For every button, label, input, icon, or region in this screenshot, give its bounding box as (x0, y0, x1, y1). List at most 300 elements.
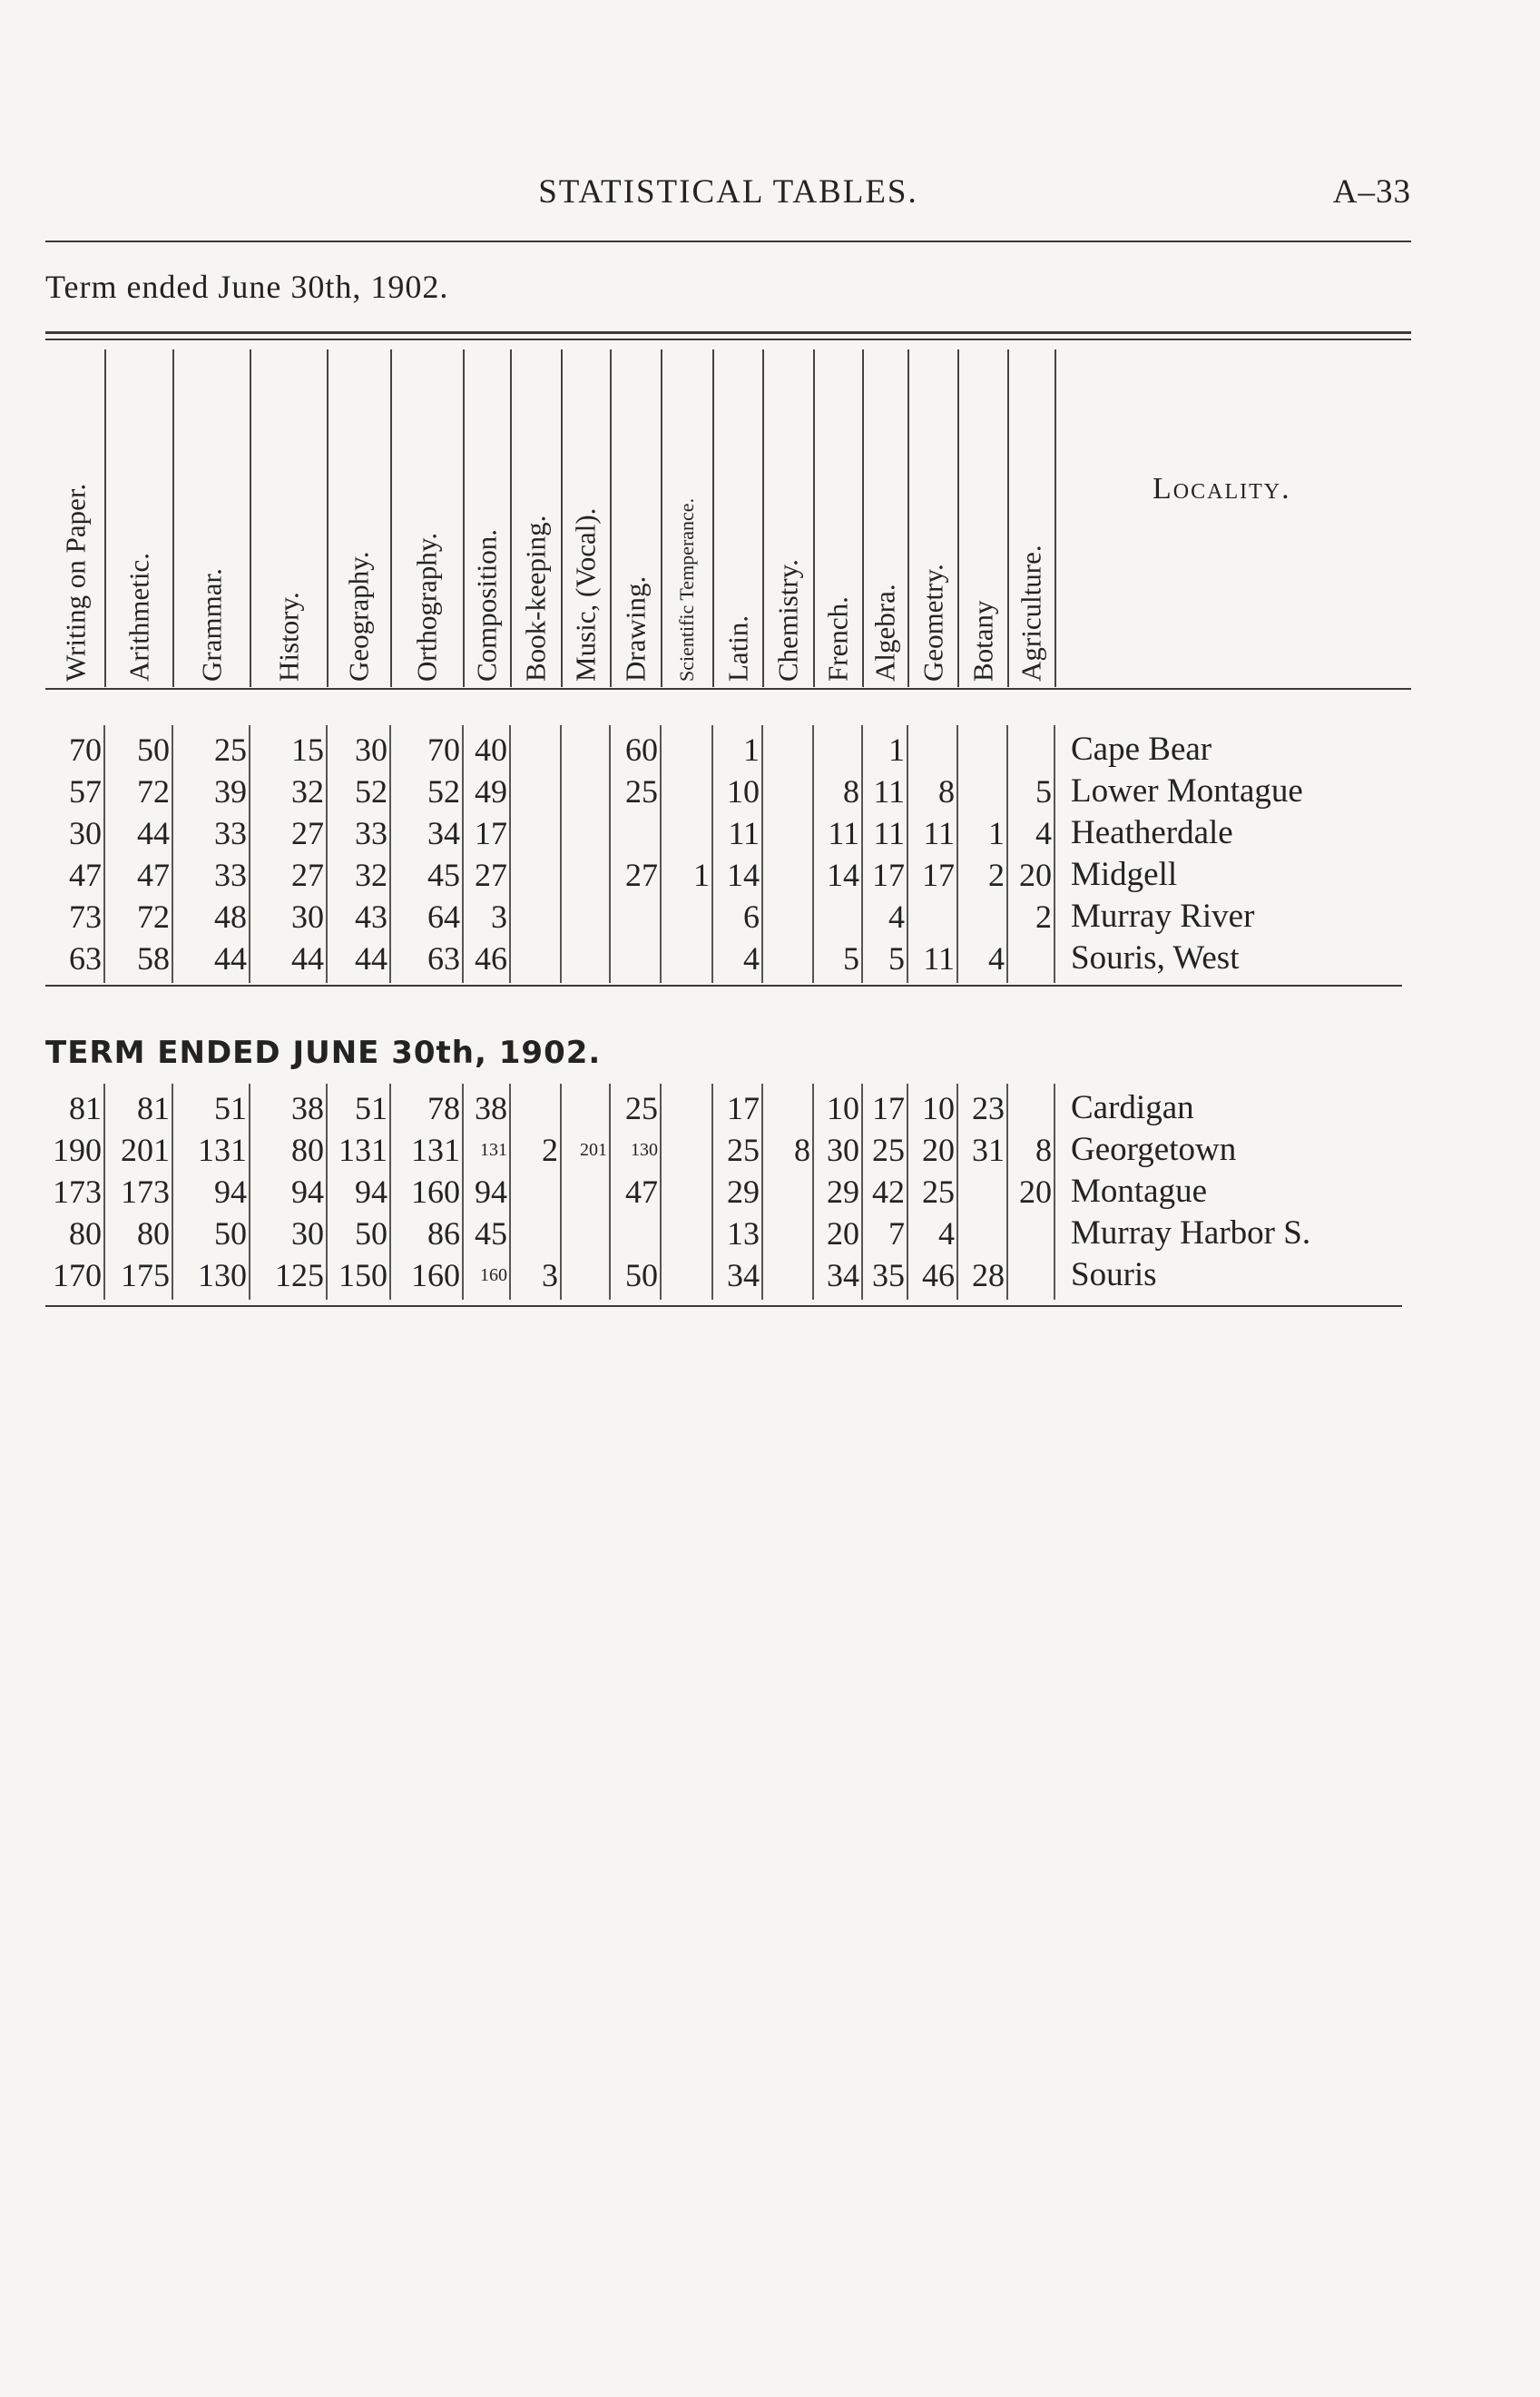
table-cell: 11 (873, 773, 905, 810)
table-cell: 57 (69, 773, 102, 810)
column-header (907, 349, 959, 687)
column-divider (956, 725, 958, 983)
table-cell: 8 (938, 773, 955, 810)
column-header (104, 349, 174, 687)
section2-heading: TERM ENDED JUNE 30th, 1902. (45, 1035, 602, 1071)
table-cell: 5 (1035, 773, 1052, 810)
column-header-label: Geometry. (917, 564, 948, 682)
column-header (250, 349, 329, 687)
column-header-label: Music, (Vocal). (569, 507, 602, 682)
column-header-label: Orthography. (410, 532, 443, 682)
column-divider (509, 1084, 511, 1300)
table-cell: 131 (411, 1132, 460, 1168)
table-cell: 23 (972, 1090, 1005, 1126)
table-cell: 8 (794, 1132, 810, 1168)
table-cell: 4 (1035, 815, 1052, 851)
table-cell: 33 (355, 815, 387, 851)
table-cell (510, 896, 561, 938)
column-divider (103, 725, 105, 983)
table-cell: 190 (53, 1132, 102, 1168)
table-cell (661, 1254, 712, 1296)
table-cell: 11 (828, 815, 859, 851)
table-cell: 173 (121, 1174, 170, 1210)
table-cell: 46 (922, 1257, 955, 1293)
table-cell: 80 (291, 1132, 324, 1168)
table-cell: 38 (475, 1090, 507, 1126)
table-cell (561, 771, 610, 812)
table-top-rule-2 (45, 339, 1411, 340)
table-cell: 31 (972, 1132, 1005, 1168)
table-cell: 2 (988, 857, 1005, 893)
table-cell: 34 (727, 1257, 760, 1293)
column-header (463, 349, 512, 687)
table-cell: 11 (923, 940, 955, 977)
table-cell (661, 1171, 712, 1213)
table-cell: 14 (727, 857, 760, 893)
table-cell: 33 (214, 815, 247, 851)
table-cell: 44 (291, 940, 324, 977)
table-cell: 80 (69, 1215, 102, 1252)
section1-bottom-rule (45, 985, 1402, 987)
table-cell: 20 (827, 1215, 859, 1252)
column-divider (509, 725, 511, 983)
table-cell: 25 (625, 773, 658, 810)
table-cell: 160 (411, 1257, 460, 1293)
column-header (661, 349, 714, 687)
table-cell (762, 854, 813, 896)
table-cell: 50 (137, 732, 170, 768)
table-cell (561, 729, 610, 771)
table-cell: 47 (69, 857, 102, 893)
table-cell (957, 729, 1007, 771)
table-cell (957, 771, 1007, 812)
column-header (327, 349, 392, 687)
table-cell (661, 938, 712, 979)
table-cell (561, 1087, 610, 1129)
column-header (610, 349, 662, 687)
table-cell: 45 (475, 1215, 507, 1252)
table-cell (762, 1171, 813, 1213)
table-cell: 5 (843, 940, 859, 977)
table-cell: 70 (69, 732, 102, 768)
table-cell: 58 (137, 940, 170, 977)
table-cell (610, 812, 661, 854)
table-cell: 30 (291, 899, 324, 935)
table-row (0, 938, 1540, 979)
table-cell (813, 729, 862, 771)
header-bottom-rule (45, 688, 1411, 690)
locality-cell: Cardigan (1071, 1089, 1194, 1126)
column-divider (462, 725, 464, 983)
running-head (45, 172, 1411, 214)
column-header-label: Latin. (721, 614, 753, 682)
table-cell (762, 1213, 813, 1254)
column-divider (1054, 725, 1055, 983)
column-divider (1006, 725, 1008, 983)
table-cell: 25 (625, 1090, 658, 1126)
column-header (862, 349, 909, 687)
term-note: Term ended June 30th, 1902. (45, 269, 449, 305)
table-cell: 64 (427, 899, 460, 935)
table-cell: 50 (355, 1215, 387, 1252)
table-row (0, 812, 1540, 854)
table-cell: 125 (275, 1257, 324, 1293)
table-cell: 1 (888, 732, 905, 768)
column-header-label: Writing on Paper. (59, 483, 91, 682)
locality-cell: Cape Bear (1071, 731, 1212, 768)
table-cell: 8 (843, 773, 859, 810)
table-cell: 17 (475, 815, 507, 851)
column-divider (812, 1084, 814, 1300)
table-cell: 28 (972, 1257, 1005, 1293)
table-cell: 20 (1019, 1174, 1052, 1210)
column-divider (609, 725, 611, 983)
table-cell (762, 938, 813, 979)
table-cell (1007, 729, 1054, 771)
table-cell: 4 (988, 940, 1005, 977)
table-cell (957, 1213, 1007, 1254)
table-cell: 25 (922, 1174, 955, 1210)
table-cell: 170 (53, 1257, 102, 1293)
column-divider (462, 1084, 464, 1300)
column-divider (1006, 1084, 1008, 1300)
table-cell: 78 (427, 1090, 460, 1126)
table-cell: 3 (542, 1257, 558, 1293)
column-divider (103, 1084, 105, 1300)
table-cell (561, 1171, 610, 1213)
locality-cell: Midgell (1071, 856, 1178, 893)
table-cell: 44 (137, 815, 170, 851)
column-header-label: Geography. (342, 551, 375, 682)
column-divider (389, 725, 391, 983)
locality-header: Locality. (1153, 472, 1291, 506)
table-cell (762, 896, 813, 938)
column-header-label: Botany (966, 600, 998, 682)
table-cell: 2 (542, 1132, 558, 1168)
table-cell: 5 (888, 940, 905, 977)
table-cell: 13 (727, 1215, 760, 1252)
table-cell: 27 (625, 857, 658, 893)
column-header (390, 349, 465, 687)
table-cell: 7 (888, 1215, 905, 1252)
column-header-label: History. (272, 592, 304, 682)
table-cell (510, 1213, 561, 1254)
page-number: A–33 (1332, 173, 1411, 211)
table-cell: 8 (1035, 1132, 1052, 1168)
table-cell (561, 938, 610, 979)
column-header-label: Grammar. (195, 568, 227, 682)
table-cell (661, 1087, 712, 1129)
table-cell: 10 (727, 773, 760, 810)
table-cell: 30 (827, 1132, 859, 1168)
table-cell (610, 1213, 661, 1254)
column-divider (907, 1084, 908, 1300)
column-divider (249, 725, 250, 983)
table-cell: 27 (291, 815, 324, 851)
table-cell: 52 (355, 773, 387, 810)
table-cell: 44 (355, 940, 387, 977)
table-cell: 131 (198, 1132, 247, 1168)
table-cell (907, 896, 957, 938)
table-cell (907, 729, 957, 771)
table-row (0, 1254, 1540, 1296)
column-header-label: French. (821, 596, 854, 682)
table-cell: 32 (355, 857, 387, 893)
column-divider (249, 1084, 250, 1300)
table-cell (510, 938, 561, 979)
table-cell: 45 (427, 857, 460, 893)
table-row (0, 1129, 1540, 1171)
table-cell (661, 812, 712, 854)
table-cell: 81 (69, 1090, 102, 1126)
table-cell: 173 (53, 1174, 102, 1210)
table-cell (510, 771, 561, 812)
table-cell (1007, 938, 1054, 979)
table-cell: 51 (355, 1090, 387, 1126)
table-cell: 30 (355, 732, 387, 768)
table-row (0, 1171, 1540, 1213)
table-cell (510, 812, 561, 854)
column-divider (861, 725, 863, 983)
table-cell (1007, 1213, 1054, 1254)
table-cell: 80 (137, 1215, 170, 1252)
table-cell: 29 (727, 1174, 760, 1210)
table-cell: 4 (938, 1215, 955, 1252)
table-cell: 60 (625, 732, 658, 768)
table-cell: 35 (872, 1257, 905, 1293)
table-row (0, 1087, 1540, 1129)
table-cell: 63 (69, 940, 102, 977)
table-cell: 40 (475, 732, 507, 768)
table-cell: 17 (872, 857, 905, 893)
table-cell (661, 771, 712, 812)
locality-cell: Murray Harbor S. (1071, 1214, 1311, 1252)
table-cell: 34 (827, 1257, 859, 1293)
table-cell (957, 896, 1007, 938)
table-cell: 94 (475, 1174, 507, 1210)
table-cell: 42 (872, 1174, 905, 1210)
table-cell: 20 (922, 1132, 955, 1168)
column-divider (172, 725, 173, 983)
column-header (561, 349, 612, 687)
table-cell: 1 (988, 815, 1005, 851)
table-cell: 73 (69, 899, 102, 935)
column-header-label: Drawing. (619, 575, 652, 682)
column-header (762, 349, 815, 687)
table-top-rule (45, 331, 1411, 334)
table-cell: 52 (427, 773, 460, 810)
table-cell: 51 (214, 1090, 247, 1126)
table-cell: 27 (475, 857, 507, 893)
table-cell: 39 (214, 773, 247, 810)
column-divider (609, 1084, 611, 1300)
table-cell (610, 896, 661, 938)
table-cell (762, 1087, 813, 1129)
column-header (957, 349, 1009, 687)
column-header-label: Book-keeping. (519, 515, 552, 682)
column-divider (711, 725, 713, 983)
column-divider (711, 1084, 713, 1300)
table-cell (762, 729, 813, 771)
column-header (813, 349, 864, 687)
locality-cell: Heatherdale (1071, 814, 1233, 851)
table-cell: 44 (214, 940, 247, 977)
table-cell: 17 (872, 1090, 905, 1126)
table-cell: 43 (355, 899, 387, 935)
column-divider (660, 1084, 662, 1300)
table-cell: 4 (743, 940, 760, 977)
table-cell: 94 (214, 1174, 247, 1210)
table-cell (813, 896, 862, 938)
locality-cell: Georgetown (1071, 1131, 1237, 1168)
column-header-label: Scientific Temperance. (674, 497, 698, 682)
table-cell: 150 (338, 1257, 387, 1293)
table-cell (510, 854, 561, 896)
table-cell (762, 812, 813, 854)
table-cell: 30 (69, 815, 102, 851)
table-cell: 20 (1019, 857, 1052, 893)
column-divider (907, 725, 908, 983)
table-cell (510, 1087, 561, 1129)
table-cell: 72 (137, 899, 170, 935)
table-cell: 11 (923, 815, 955, 851)
table-cell: 6 (743, 899, 760, 935)
column-divider (1054, 1084, 1055, 1300)
table-cell: 81 (137, 1090, 170, 1126)
locality-cell: Souris (1071, 1256, 1157, 1293)
locality-cell: Lower Montague (1071, 772, 1303, 810)
table-cell: 130 (631, 1140, 658, 1160)
header-rule (45, 241, 1411, 242)
column-divider (956, 1084, 958, 1300)
table-cell: 17 (727, 1090, 760, 1126)
table-cell: 3 (491, 899, 507, 935)
table-cell: 17 (922, 857, 955, 893)
table-cell: 30 (291, 1215, 324, 1252)
table-cell: 46 (475, 940, 507, 977)
table-cell: 1 (743, 732, 760, 768)
table-cell: 63 (427, 940, 460, 977)
locality-cell: Murray River (1071, 898, 1255, 935)
column-header-label: Agriculture. (1015, 545, 1047, 682)
table-cell (661, 1129, 712, 1171)
table-cell: 33 (214, 857, 247, 893)
table-cell: 11 (728, 815, 760, 851)
column-header (510, 349, 563, 687)
table-cell (561, 854, 610, 896)
table-cell (610, 938, 661, 979)
table-cell: 29 (827, 1174, 859, 1210)
column-divider (761, 1084, 763, 1300)
column-divider (812, 725, 814, 983)
table-cell: 47 (137, 857, 170, 893)
column-divider (326, 1084, 328, 1300)
table-cell: 94 (355, 1174, 387, 1210)
table-cell (510, 1171, 561, 1213)
column-divider (660, 725, 662, 983)
table-cell: 70 (427, 732, 460, 768)
column-header-label: Chemistry. (771, 559, 804, 682)
table-cell: 94 (291, 1174, 324, 1210)
table-cell: 86 (427, 1215, 460, 1252)
column-divider (560, 1084, 562, 1300)
locality-cell: Montague (1071, 1173, 1208, 1210)
table-cell: 11 (873, 815, 905, 851)
column-header-label: Composition. (470, 529, 503, 682)
column-header-label: Arithmetic. (123, 552, 154, 682)
table-cell (561, 1213, 610, 1254)
table-cell: 72 (137, 773, 170, 810)
table-row (0, 771, 1540, 812)
table-cell: 4 (888, 899, 905, 935)
table-cell: 201 (580, 1140, 607, 1160)
column-divider (172, 1084, 173, 1300)
table-cell: 10 (922, 1090, 955, 1126)
table-cell: 15 (291, 732, 324, 768)
table-cell (762, 1254, 813, 1296)
table-cell: 49 (475, 773, 507, 810)
table-cell (1007, 1087, 1054, 1129)
column-header-label: Algebra. (868, 584, 901, 682)
column-divider (326, 725, 328, 983)
locality-cell: Souris, West (1071, 939, 1240, 977)
table-cell (510, 729, 561, 771)
table-cell: 27 (291, 857, 324, 893)
table-cell: 34 (427, 815, 460, 851)
table-cell: 160 (411, 1174, 460, 1210)
running-title: STATISTICAL TABLES. (538, 173, 918, 211)
table-cell: 1 (693, 857, 710, 893)
table-cell: 25 (872, 1132, 905, 1168)
column-header (712, 349, 764, 687)
table-cell: 50 (214, 1215, 247, 1252)
table-cell (957, 1171, 1007, 1213)
table-cell: 131 (480, 1140, 507, 1160)
table-cell: 160 (480, 1265, 507, 1285)
table-cell (661, 1213, 712, 1254)
column-header (172, 349, 251, 687)
table-cell (661, 896, 712, 938)
table-cell (561, 896, 610, 938)
table-cell: 175 (121, 1257, 170, 1293)
table-cell (762, 771, 813, 812)
table-cell: 131 (338, 1132, 387, 1168)
table-cell: 25 (214, 732, 247, 768)
table-row (0, 896, 1540, 938)
table-cell: 32 (291, 773, 324, 810)
table-cell: 25 (727, 1132, 760, 1168)
column-divider (389, 1084, 391, 1300)
table-cell: 47 (625, 1174, 658, 1210)
table-cell (561, 1254, 610, 1296)
table-cell: 130 (198, 1257, 247, 1293)
table-row (0, 729, 1540, 771)
column-divider (861, 1084, 863, 1300)
column-divider (761, 725, 763, 983)
column-header (45, 349, 106, 687)
table-cell (661, 729, 712, 771)
table-row (0, 1213, 1540, 1254)
table-cell: 38 (291, 1090, 324, 1126)
table-cell: 201 (121, 1132, 170, 1168)
table-cell (561, 812, 610, 854)
table-cell (1007, 1254, 1054, 1296)
column-header (1007, 349, 1056, 687)
section2-bottom-rule (45, 1305, 1402, 1307)
table-cell: 14 (827, 857, 859, 893)
table-cell: 48 (214, 899, 247, 935)
table-cell: 50 (625, 1257, 658, 1293)
